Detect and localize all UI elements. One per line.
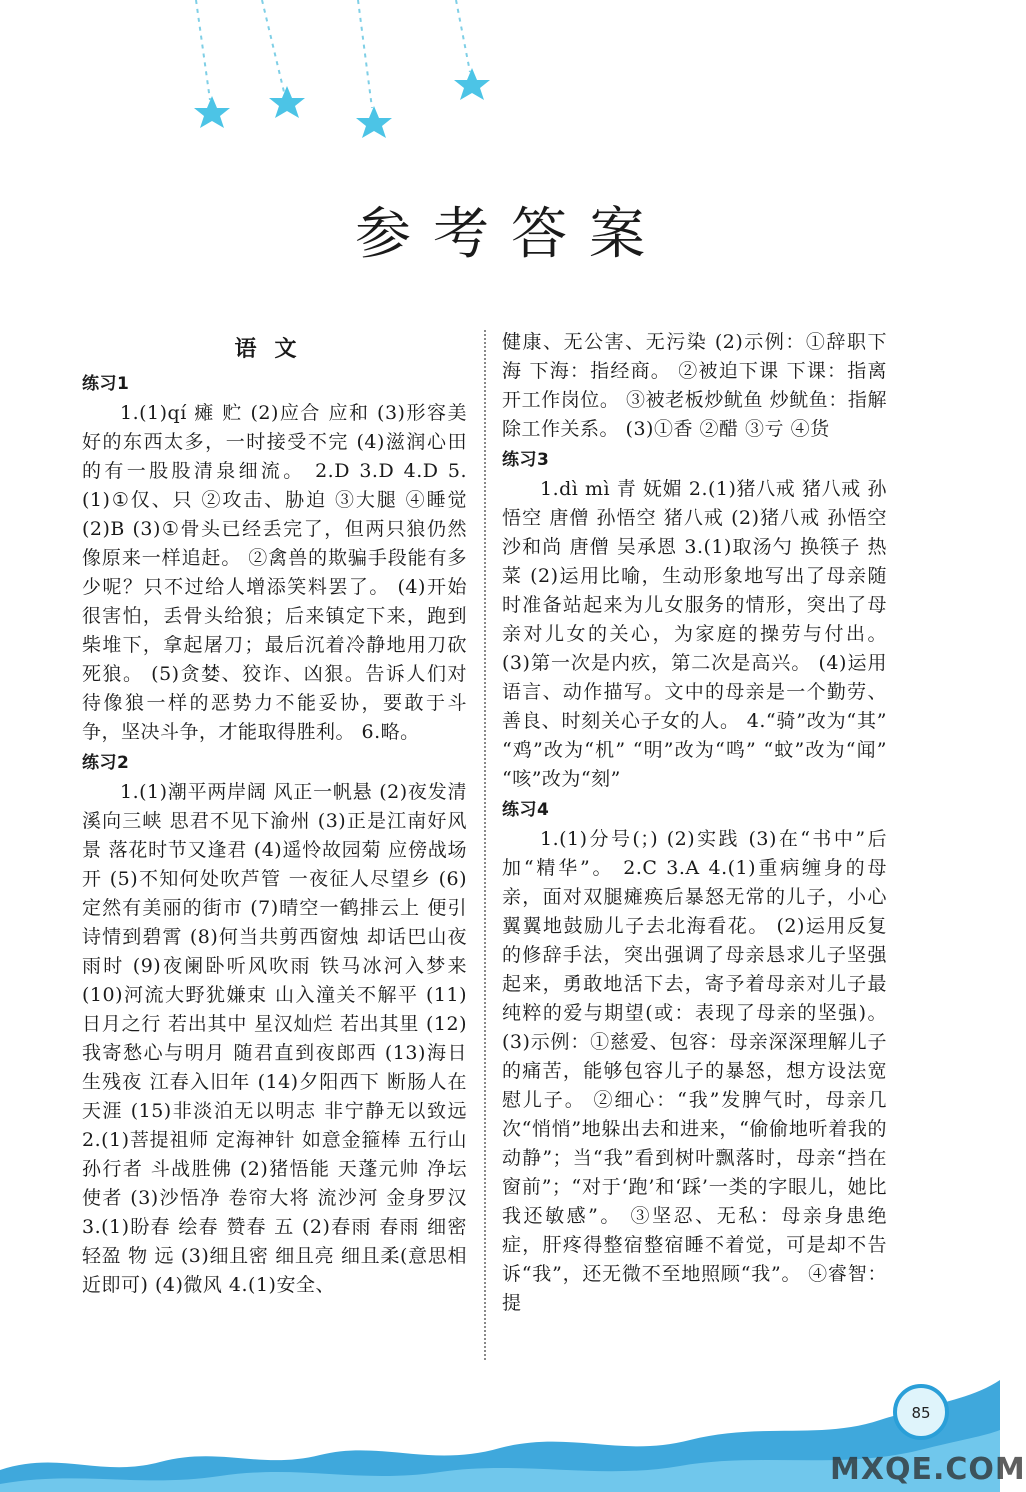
star-string [456,0,470,72]
exercise-answer-text: 1.(1)潮平两岸阔 风正一帆悬 (2)夜发清溪向三峡 思君不见下渝州 (3)正是江南好风景 落花时节又逢君 (4)遥怜故园菊 应傍战场开 (5)不知何处吹芦管 一夜征人尽望乡 (6)定然有美丽的街市 (7)晴空一鹤排云上 便引诗情到碧霄 (8)何当共剪西窗烛 却话巴山夜雨时 (9)夜阑卧听风吹雨 铁马冰河入梦来 (10)河流大野犹嫌束 山入潼关不解平 (11)日月之行 若出其中 星汉灿烂 若出其里 (12)我寄愁心与明月 随君直到夜郎西 (13)海日生残夜 江春入旧年 (14)夕阳西下 断肠人在天涯 (15)非淡泊无以明志 非宁静无以致远 2.(1)菩提祖师 定海神针 如意金箍棒 五行山 孙行者 斗战胜佛 (2)猪悟能 天蓬元帅 净坛使者 (3)沙悟净 卷帘大将 流沙河 金身罗汉 3.(1)盼春 绘春 赞春 五 (2)春雨 春雨 细密 轻盈 物 远 (3)细且密 细且亮 细且柔(意思相近即可) (4)微风 4.(1)安全、 [82,781,467,1296]
left-column [82,328,467,1302]
watermark: MXQE.COM [830,1452,1026,1487]
star-icon [194,96,230,128]
exercise-block [502,796,887,1318]
page-number: 85 [911,1404,931,1422]
star-string [196,0,210,100]
column-divider [484,330,486,1360]
section-title: 语文 [234,336,315,362]
page-title: 参考答案 [355,202,667,267]
exercise-answer-text: 1.dì mì 青 妩媚 2.(1)猪八戒 猪八戒 孙悟空 唐僧 孙悟空 猪八戒 (2)猪八戒 孙悟空 沙和尚 唐僧 吴承恩 3.(1)取汤勺 换筷子 热菜 (2)运用比喻，生动形象地写出了母亲随时准备站起来为儿女服务的情形，突出了母亲对儿女的关心，为家庭的操劳与付出。 (3)第一次是内疚，第二次是高兴。 (4)运用语言、动作描写。文中的母亲是一个勤劳、善良、时刻关心子女的人。 4.“骑”改为“其” “鸡”改为“机” “明”改为“鸣” “蚊”改为“闻” “咳”改为“刻” [502,478,887,790]
exercise-heading: 练习4 [502,800,550,820]
exercise-heading: 练习1 [82,374,130,394]
exercise-heading: 练习2 [82,753,130,773]
continuation-text: 健康、无公害、无污染 (2)示例：①辞职下海 下海：指经商。 ②被迫下课 下课：指离开工作岗位。 ③被老板炒鱿鱼 炒鱿鱼：指解除工作关系。 (3)①香 ②醋 ③亏 ④货 [502,331,887,440]
exercise-block [502,446,887,794]
exercise-answer-text: 1.(1)分号(；) (2)实践 (3)在“书中”后加“精华”。 2.C 3.A 4.(1)重病缠身的母亲，面对双腿瘫痪后暴怒无常的儿子，小心翼翼地鼓励儿子去北海看花。 (2)运用反复的修辞手法，突出强调了母亲恳求儿子坚强起来，勇敢地活下去，寄予着母亲对儿子最纯粹的爱与期望(或：表现了母亲的坚强)。 (3)示例：①慈爱、包容：母亲深深理解儿子的痛苦，能够包容儿子的暴怒，想方设法宽慰儿子。 ②细心：“我”发脾气时，母亲几次“悄悄”地躲出去和进来，“偷偷地听着我的动静”；当“我”看到树叶飘落时，母亲“挡在窗前”；“对于‘跑’和‘踩’一类的字眼儿，她比我还敏感”。 ③坚忍、无私：母亲身患绝症，肝疼得整宿整宿睡不着觉，可是却不告诉“我”，还无微不至地照顾“我”。 ④睿智：提 [502,828,887,1314]
exercise-block [82,749,467,1300]
exercise-block [82,370,467,747]
star-string [262,0,284,92]
exercise-heading: 练习3 [502,450,550,470]
star-string [358,0,372,108]
star-icon [269,86,305,118]
star-icon [454,68,490,100]
right-column [502,328,887,1320]
exercise-answer-text: 1.(1)qí 瘫 贮 (2)应合 应和 (3)形容美好的东西太多，一时接受不完 (4)滋润心田的有一股股清泉细流。 2.D 3.D 4.D 5.(1)①仅、只 ②攻击、胁迫 ③大腿 ④睡觉 (2)B (3)①骨头已经丢完了，但两只狼仍然像原来一样追赶。 ②禽兽的欺骗手段能有多少呢？只不过给人增添笑料罢了。 (4)开始很害怕，丢骨头给狼；后来镇定下来，跑到柴堆下，拿起屠刀；最后沉着冷静地用刀砍死狼。 (5)贪婪、狡诈、凶狠。告诉人们对待像狼一样的恶势力不能妥协，要敢于斗争，坚决斗争，才能取得胜利。 6.略。 [82,402,467,743]
star-icon [356,106,392,138]
